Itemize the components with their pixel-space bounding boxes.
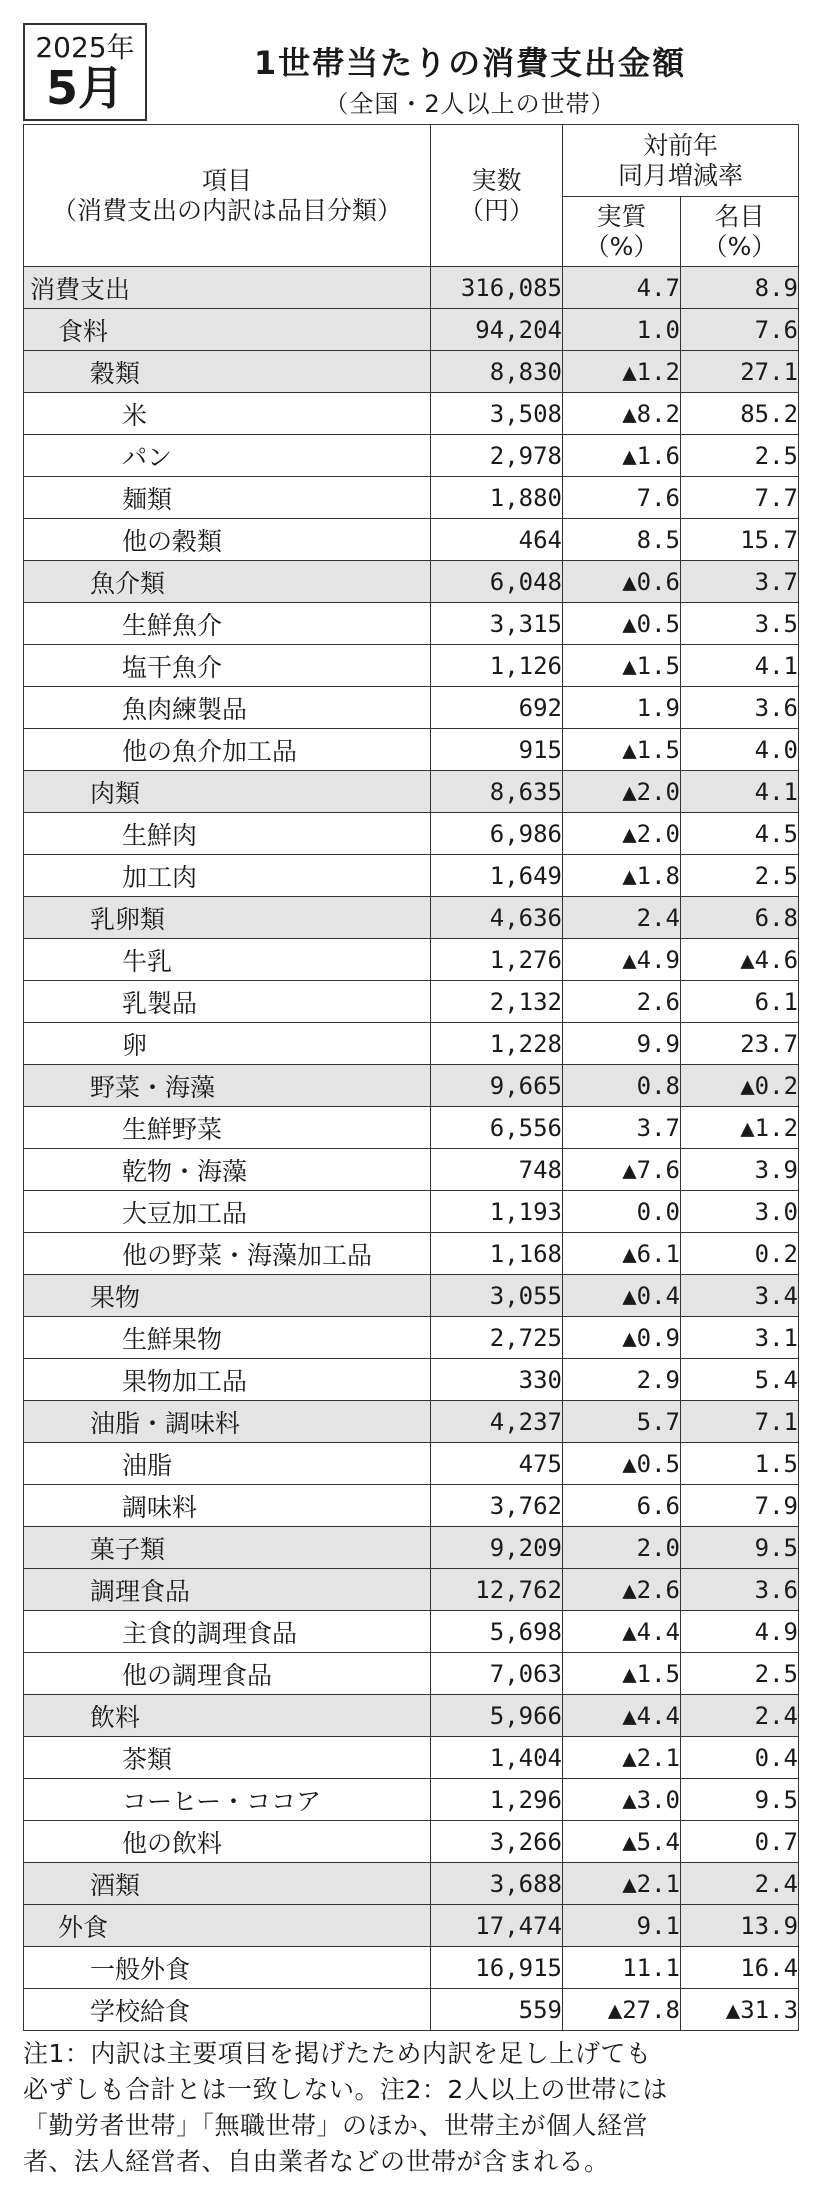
header-item-label: 項目	[201, 165, 252, 195]
real-change-cell: ▲2.1	[563, 1863, 681, 1905]
table-row	[24, 435, 799, 477]
real-change-cell: 2.4	[563, 897, 681, 939]
real-change-cell: ▲3.0	[563, 1779, 681, 1821]
item-name-cell: 卵	[24, 1023, 431, 1065]
item-name-cell: 菓子類	[24, 1527, 431, 1569]
real-change-cell: 6.6	[563, 1485, 681, 1527]
footnote-line: 必ずしも合計とは一致しない。注2：2人以上の世帯には	[23, 2075, 668, 2104]
header-nominal-unit: （%）	[702, 231, 777, 261]
nominal-change-cell: 9.5	[681, 1527, 799, 1569]
item-name-cell: 食料	[24, 309, 431, 351]
real-change-cell: ▲2.0	[563, 771, 681, 813]
item-name-cell: 他の穀類	[24, 519, 431, 561]
nominal-change-cell: 5.4	[681, 1359, 799, 1401]
nominal-change-cell: 8.9	[681, 267, 799, 309]
date-box	[23, 23, 147, 121]
item-name-cell: 調味料	[24, 1485, 431, 1527]
real-change-cell: ▲5.4	[563, 1821, 681, 1863]
amount-cell: 915	[431, 729, 563, 771]
header-item-note: （消費支出の内訳は品目分類）	[51, 195, 402, 225]
item-name-cell: 生鮮果物	[24, 1317, 431, 1359]
amount-cell: 7,063	[431, 1653, 563, 1695]
item-name-cell: 生鮮肉	[24, 813, 431, 855]
table-row	[24, 855, 799, 897]
real-change-cell: ▲4.4	[563, 1611, 681, 1653]
item-name-cell: 酒類	[24, 1863, 431, 1905]
real-change-cell: ▲1.2	[563, 351, 681, 393]
amount-cell: 2,132	[431, 981, 563, 1023]
real-change-cell: ▲2.1	[563, 1737, 681, 1779]
amount-cell: 1,193	[431, 1191, 563, 1233]
table-row	[24, 519, 799, 561]
table-body	[24, 267, 799, 2031]
nominal-change-cell: 6.8	[681, 897, 799, 939]
amount-cell: 6,048	[431, 561, 563, 603]
amount-cell: 5,966	[431, 1695, 563, 1737]
nominal-change-cell: ▲1.2	[681, 1107, 799, 1149]
nominal-change-cell: 23.7	[681, 1023, 799, 1065]
table-row	[24, 1233, 799, 1275]
item-name-cell: 他の魚介加工品	[24, 729, 431, 771]
nominal-change-cell: 9.5	[681, 1779, 799, 1821]
table-row	[24, 1401, 799, 1443]
item-name-cell: 穀類	[24, 351, 431, 393]
footnote-line: 者、法人経営者、自由業者などの世帯が含まれる。	[23, 2147, 610, 2176]
real-change-cell: ▲4.4	[563, 1695, 681, 1737]
nominal-change-cell: ▲0.2	[681, 1065, 799, 1107]
table-row	[24, 1527, 799, 1569]
amount-cell: 2,978	[431, 435, 563, 477]
amount-cell: 692	[431, 687, 563, 729]
nominal-change-cell: ▲31.3	[681, 1989, 799, 2031]
table-row	[24, 729, 799, 771]
real-change-cell: 2.0	[563, 1527, 681, 1569]
item-name-cell: 乳製品	[24, 981, 431, 1023]
table-row	[24, 393, 799, 435]
amount-cell: 1,296	[431, 1779, 563, 1821]
header-real-unit: （%）	[584, 231, 659, 261]
item-name-cell: 他の野菜・海藻加工品	[24, 1233, 431, 1275]
table-row	[24, 813, 799, 855]
nominal-change-cell: 4.1	[681, 771, 799, 813]
header-amount-label: 実数	[471, 165, 522, 195]
item-name-cell: 魚介類	[24, 561, 431, 603]
table-row	[24, 897, 799, 939]
amount-cell: 3,315	[431, 603, 563, 645]
amount-cell: 316,085	[431, 267, 563, 309]
item-name-cell: 外食	[24, 1905, 431, 1947]
item-name-cell: 加工肉	[24, 855, 431, 897]
item-name-cell: 大豆加工品	[24, 1191, 431, 1233]
nominal-change-cell: 2.4	[681, 1863, 799, 1905]
amount-cell: 1,126	[431, 645, 563, 687]
item-name-cell: 他の飲料	[24, 1821, 431, 1863]
table-row	[24, 267, 799, 309]
header-item	[24, 125, 431, 267]
amount-cell: 9,209	[431, 1527, 563, 1569]
nominal-change-cell: 4.0	[681, 729, 799, 771]
amount-cell: 3,688	[431, 1863, 563, 1905]
real-change-cell: 1.9	[563, 687, 681, 729]
amount-cell: 1,404	[431, 1737, 563, 1779]
item-name-cell: 野菜・海藻	[24, 1065, 431, 1107]
header-nominal	[681, 197, 799, 267]
real-change-cell: 0.8	[563, 1065, 681, 1107]
real-change-cell: ▲1.5	[563, 645, 681, 687]
table-row	[24, 1443, 799, 1485]
real-change-cell: 0.0	[563, 1191, 681, 1233]
item-name-cell: 消費支出	[24, 267, 431, 309]
item-name-cell: 麺類	[24, 477, 431, 519]
amount-cell: 12,762	[431, 1569, 563, 1611]
amount-cell: 3,055	[431, 1275, 563, 1317]
item-name-cell: 主食的調理食品	[24, 1611, 431, 1653]
real-change-cell: ▲2.6	[563, 1569, 681, 1611]
nominal-change-cell: 7.1	[681, 1401, 799, 1443]
table-row	[24, 351, 799, 393]
nominal-change-cell: 0.7	[681, 1821, 799, 1863]
amount-cell: 748	[431, 1149, 563, 1191]
header-change	[563, 125, 799, 197]
amount-cell: 1,168	[431, 1233, 563, 1275]
nominal-change-cell: 4.1	[681, 645, 799, 687]
item-name-cell: コーヒー・ココア	[24, 1779, 431, 1821]
item-name-cell: 乾物・海藻	[24, 1149, 431, 1191]
nominal-change-cell: 7.7	[681, 477, 799, 519]
nominal-change-cell: 27.1	[681, 351, 799, 393]
nominal-change-cell: 2.5	[681, 855, 799, 897]
page-title: 1世帯当たりの消費支出金額	[253, 44, 687, 82]
amount-cell: 6,986	[431, 813, 563, 855]
table-row	[24, 1611, 799, 1653]
header-real	[563, 197, 681, 267]
real-change-cell: 2.9	[563, 1359, 681, 1401]
nominal-change-cell: 3.6	[681, 1569, 799, 1611]
nominal-change-cell: 4.5	[681, 813, 799, 855]
amount-cell: 8,830	[431, 351, 563, 393]
table-row	[24, 1275, 799, 1317]
real-change-cell: 9.1	[563, 1905, 681, 1947]
real-change-cell: ▲0.4	[563, 1275, 681, 1317]
nominal-change-cell: 2.5	[681, 1653, 799, 1695]
nominal-change-cell: 2.5	[681, 435, 799, 477]
real-change-cell: 5.7	[563, 1401, 681, 1443]
table-row	[24, 645, 799, 687]
header-change-label: 対前年	[643, 130, 719, 160]
table-row	[24, 981, 799, 1023]
real-change-cell: 4.7	[563, 267, 681, 309]
item-name-cell: 牛乳	[24, 939, 431, 981]
header-change-label2: 同月増減率	[618, 160, 744, 190]
amount-cell: 94,204	[431, 309, 563, 351]
real-change-cell: ▲27.8	[563, 1989, 681, 2031]
amount-cell: 1,228	[431, 1023, 563, 1065]
real-change-cell: 2.6	[563, 981, 681, 1023]
table-row	[24, 1821, 799, 1863]
real-change-cell: ▲2.0	[563, 813, 681, 855]
real-change-cell: ▲0.6	[563, 561, 681, 603]
header-amount	[431, 125, 563, 267]
real-change-cell: 9.9	[563, 1023, 681, 1065]
nominal-change-cell: 7.9	[681, 1485, 799, 1527]
table-row	[24, 771, 799, 813]
amount-cell: 8,635	[431, 771, 563, 813]
amount-cell: 3,762	[431, 1485, 563, 1527]
nominal-change-cell: 3.5	[681, 603, 799, 645]
header-amount-unit: （円）	[458, 195, 534, 225]
item-name-cell: パン	[24, 435, 431, 477]
item-name-cell: 飲料	[24, 1695, 431, 1737]
table-row	[24, 1107, 799, 1149]
table-row	[24, 309, 799, 351]
expenditure-table	[23, 124, 799, 2031]
header-nominal-label: 名目	[714, 201, 765, 231]
real-change-cell: 1.0	[563, 309, 681, 351]
table-row	[24, 561, 799, 603]
amount-cell: 2,725	[431, 1317, 563, 1359]
amount-cell: 559	[431, 1989, 563, 2031]
table-row	[24, 1947, 799, 1989]
item-name-cell: 油脂・調味料	[24, 1401, 431, 1443]
amount-cell: 17,474	[431, 1905, 563, 1947]
nominal-change-cell: 0.4	[681, 1737, 799, 1779]
amount-cell: 1,880	[431, 477, 563, 519]
amount-cell: 16,915	[431, 1947, 563, 1989]
amount-cell: 1,649	[431, 855, 563, 897]
real-change-cell: 3.7	[563, 1107, 681, 1149]
footnote-line: 注1：内訳は主要項目を掲げたため内訳を足し上げても	[23, 2039, 652, 2068]
table-row	[24, 603, 799, 645]
item-name-cell: 果物	[24, 1275, 431, 1317]
amount-cell: 6,556	[431, 1107, 563, 1149]
table-row	[24, 687, 799, 729]
table-row	[24, 1569, 799, 1611]
amount-cell: 475	[431, 1443, 563, 1485]
real-change-cell: ▲4.9	[563, 939, 681, 981]
nominal-change-cell: 3.0	[681, 1191, 799, 1233]
table-row	[24, 1065, 799, 1107]
real-change-cell: ▲1.5	[563, 1653, 681, 1695]
nominal-change-cell: 15.7	[681, 519, 799, 561]
nominal-change-cell: 7.6	[681, 309, 799, 351]
table-row	[24, 477, 799, 519]
table-row	[24, 1989, 799, 2031]
nominal-change-cell: 16.4	[681, 1947, 799, 1989]
nominal-change-cell: 85.2	[681, 393, 799, 435]
item-name-cell: 茶類	[24, 1737, 431, 1779]
real-change-cell: ▲1.6	[563, 435, 681, 477]
amount-cell: 3,508	[431, 393, 563, 435]
nominal-change-cell: 13.9	[681, 1905, 799, 1947]
real-change-cell: ▲0.5	[563, 603, 681, 645]
real-change-cell: ▲0.5	[563, 1443, 681, 1485]
item-name-cell: 肉類	[24, 771, 431, 813]
page-subtitle: （全国・2人以上の世帯）	[324, 90, 616, 118]
table-row	[24, 1695, 799, 1737]
item-name-cell: 油脂	[24, 1443, 431, 1485]
item-name-cell: 乳卵類	[24, 897, 431, 939]
real-change-cell: ▲0.9	[563, 1317, 681, 1359]
amount-cell: 4,636	[431, 897, 563, 939]
amount-cell: 4,237	[431, 1401, 563, 1443]
real-change-cell: ▲7.6	[563, 1149, 681, 1191]
nominal-change-cell: 3.9	[681, 1149, 799, 1191]
item-name-cell: 調理食品	[24, 1569, 431, 1611]
table-row	[24, 1191, 799, 1233]
table-row	[24, 1779, 799, 1821]
table-row	[24, 1317, 799, 1359]
nominal-change-cell: 2.4	[681, 1695, 799, 1737]
table-row	[24, 1905, 799, 1947]
table-row	[24, 1737, 799, 1779]
table-row	[24, 939, 799, 981]
nominal-change-cell: 4.9	[681, 1611, 799, 1653]
real-change-cell: ▲6.1	[563, 1233, 681, 1275]
item-name-cell: 学校給食	[24, 1989, 431, 2031]
item-name-cell: 生鮮魚介	[24, 603, 431, 645]
table-row	[24, 1653, 799, 1695]
real-change-cell: ▲8.2	[563, 393, 681, 435]
footnote-line: 「勤労者世帯」「無職世帯」のほか、世帯主が個人経営	[23, 2111, 649, 2140]
table-row	[24, 1485, 799, 1527]
real-change-cell: 7.6	[563, 477, 681, 519]
nominal-change-cell: 3.4	[681, 1275, 799, 1317]
amount-cell: 5,698	[431, 1611, 563, 1653]
footnotes	[23, 2036, 798, 2180]
nominal-change-cell: 0.2	[681, 1233, 799, 1275]
item-name-cell: 米	[24, 393, 431, 435]
table-row	[24, 1359, 799, 1401]
item-name-cell: 一般外食	[24, 1947, 431, 1989]
real-change-cell: 11.1	[563, 1947, 681, 1989]
table-row	[24, 1023, 799, 1065]
amount-cell: 330	[431, 1359, 563, 1401]
item-name-cell: 魚肉練製品	[24, 687, 431, 729]
amount-cell: 464	[431, 519, 563, 561]
real-change-cell: ▲1.8	[563, 855, 681, 897]
date-month: 5月	[45, 61, 124, 115]
nominal-change-cell: 1.5	[681, 1443, 799, 1485]
amount-cell: 3,266	[431, 1821, 563, 1863]
nominal-change-cell: 3.7	[681, 561, 799, 603]
real-change-cell: 8.5	[563, 519, 681, 561]
nominal-change-cell: 3.1	[681, 1317, 799, 1359]
nominal-change-cell: 6.1	[681, 981, 799, 1023]
table-row	[24, 1863, 799, 1905]
header-real-label: 実質	[596, 201, 647, 231]
nominal-change-cell: 3.6	[681, 687, 799, 729]
date-year: 2025年	[35, 31, 135, 64]
real-change-cell: ▲1.5	[563, 729, 681, 771]
item-name-cell: 他の調理食品	[24, 1653, 431, 1695]
amount-cell: 9,665	[431, 1065, 563, 1107]
amount-cell: 1,276	[431, 939, 563, 981]
item-name-cell: 生鮮野菜	[24, 1107, 431, 1149]
item-name-cell: 塩干魚介	[24, 645, 431, 687]
item-name-cell: 果物加工品	[24, 1359, 431, 1401]
table-row	[24, 1149, 799, 1191]
nominal-change-cell: ▲4.6	[681, 939, 799, 981]
